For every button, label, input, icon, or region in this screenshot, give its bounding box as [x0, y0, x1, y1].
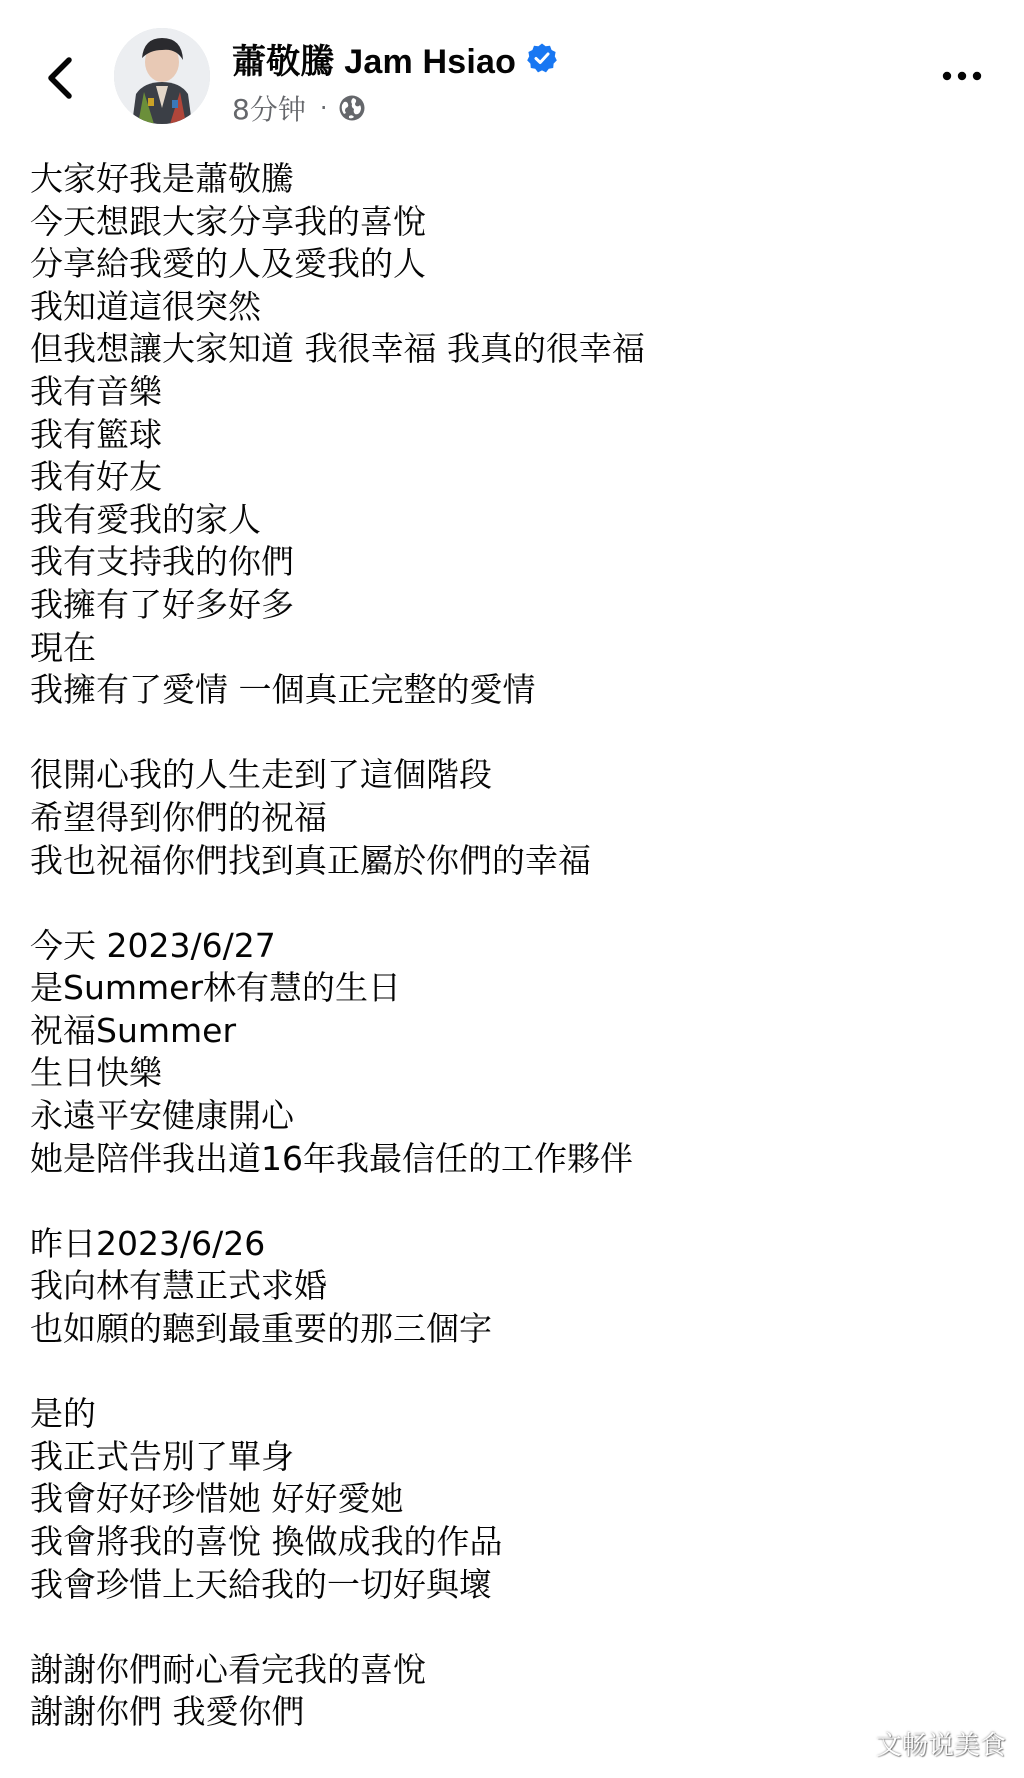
more-horizontal-icon	[942, 71, 982, 81]
paragraph-break	[30, 1351, 990, 1394]
avatar[interactable]	[114, 28, 210, 124]
post-line: 但我想讓大家知道 我很幸福 我真的很幸福	[30, 329, 645, 369]
post-line: 我有支持我的你們	[30, 542, 294, 582]
post-line: 謝謝你們耐心看完我的喜悅	[30, 1649, 426, 1689]
post-line: 我有音樂	[30, 371, 162, 411]
paragraph-break	[30, 1180, 990, 1223]
post-line: 我會珍惜上天給我的一切好與壞	[30, 1564, 492, 1604]
post-line: 我知道這很突然	[30, 286, 261, 326]
post-line: 生日快樂	[30, 1053, 162, 1093]
post-line: 我擁有了愛情 一個真正完整的愛情	[30, 670, 536, 710]
post-line: 我有好友	[30, 457, 162, 497]
watermark: 文畅说美食	[875, 1731, 1006, 1761]
meta-separator: ·	[319, 94, 328, 122]
post-line: 很開心我的人生走到了這個階段	[30, 755, 492, 795]
post-line: 我擁有了好多好多	[30, 584, 294, 624]
author-name[interactable]: 蕭敬騰 Jam Hsiao	[232, 42, 517, 81]
post-line: 祝福Summer	[30, 1010, 237, 1050]
paragraph-break	[30, 1606, 990, 1649]
post-line: 謝謝你們 我愛你們	[30, 1692, 305, 1732]
post-line: 我也祝福你們找到真正屬於你們的幸福	[30, 840, 591, 880]
post-meta	[232, 88, 367, 128]
post-line: 我正式告別了單身	[30, 1436, 294, 1476]
avatar-image	[114, 28, 210, 124]
post-line: 今天想跟大家分享我的喜悅	[30, 201, 426, 241]
post-line: 今天 2023/6/27	[30, 925, 276, 965]
post-text	[30, 158, 990, 1734]
post-line: 我有愛我的家人	[30, 499, 261, 539]
paragraph-break	[30, 712, 990, 755]
post-line: 也如願的聽到最重要的那三個字	[30, 1309, 492, 1349]
post-line: 我會將我的喜悅 換做成我的作品	[30, 1522, 503, 1561]
post-line: 大家好我是蕭敬騰	[30, 159, 294, 198]
post-line: 現在	[30, 627, 96, 667]
paragraph-break	[30, 882, 990, 925]
post-line: 我有籃球	[30, 414, 162, 454]
post-line: 希望得到你們的祝福	[30, 797, 327, 837]
globe-icon	[337, 93, 367, 123]
more-options-button[interactable]	[936, 58, 988, 94]
post-line: 昨日2023/6/26	[30, 1223, 266, 1263]
post-line: 永遠平安健康開心	[30, 1096, 294, 1136]
post-line: 我向林有慧正式求婚	[30, 1266, 327, 1306]
post-header	[0, 0, 1024, 140]
post-line: 是的	[30, 1394, 96, 1434]
author-row	[232, 34, 558, 82]
post-line: 是Summer林有慧的生日	[30, 968, 402, 1008]
post-line: 分享給我愛的人及愛我的人	[30, 244, 426, 284]
post-line: 我會好好珍惜她 好好愛她	[30, 1479, 404, 1519]
verified-badge-icon	[526, 42, 558, 74]
post-line: 她是陪伴我出道16年我最信任的工作夥伴	[30, 1138, 633, 1178]
post-time[interactable]: 8分钟	[232, 93, 306, 126]
chevron-left-icon	[45, 56, 75, 100]
back-button[interactable]	[36, 50, 84, 106]
